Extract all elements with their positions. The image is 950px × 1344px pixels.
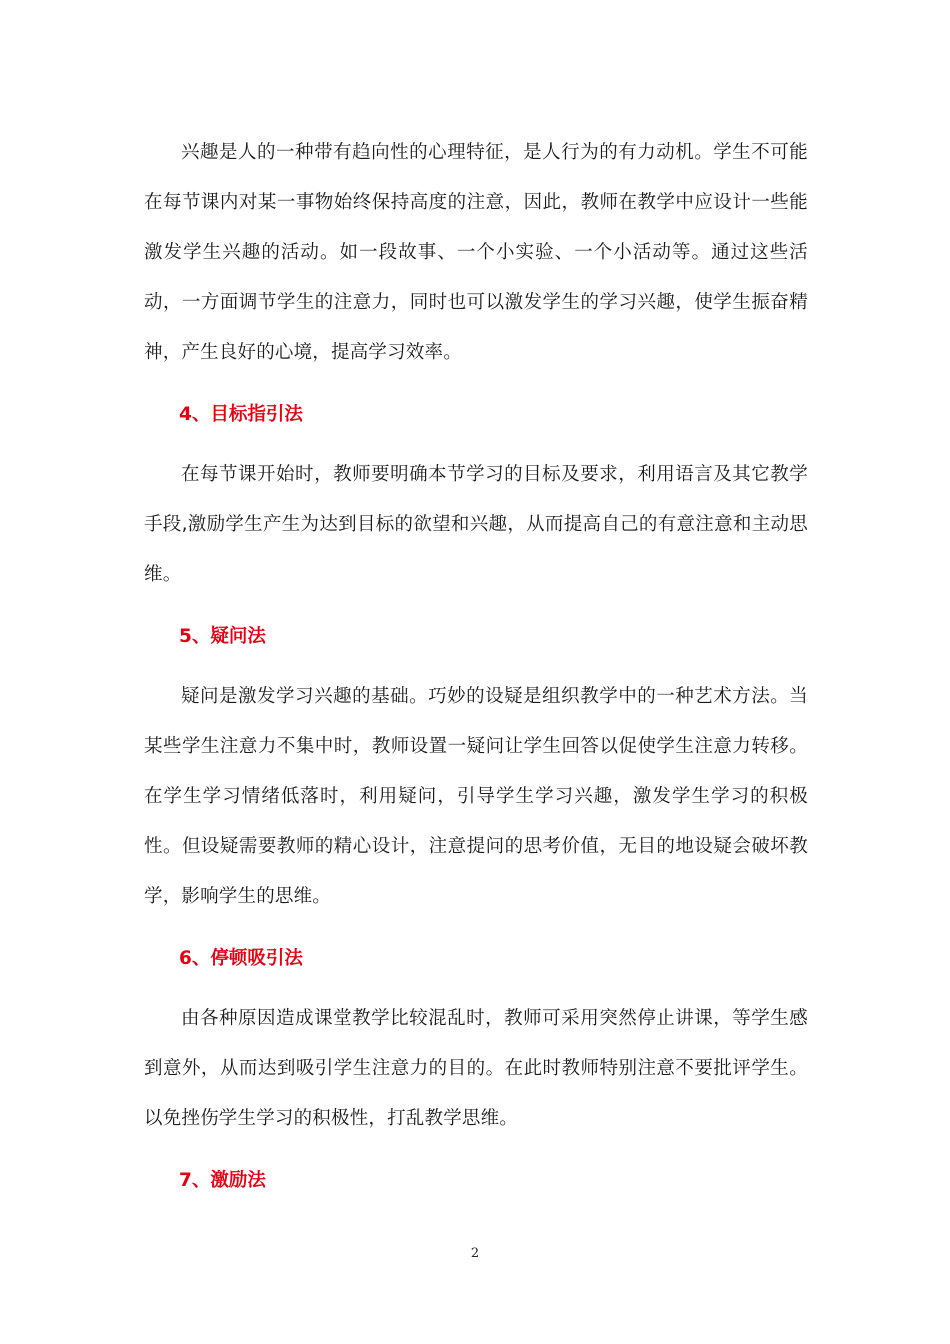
heading-questioning: 5、疑问法	[179, 626, 266, 647]
spacer	[144, 1144, 808, 1156]
heading-goal-guidance: 4、目标指引法	[179, 404, 303, 425]
paragraph-goal-guidance: 在每节课开始时，教师要明确本节学习的目标及要求，利用语言及其它教学手段,激励学生产生为达到目标的欲望和兴趣，从而提高自己的有意注意和主动思维。	[144, 464, 808, 585]
spacer	[144, 440, 808, 450]
spacer	[144, 600, 808, 612]
paragraph-questioning: 疑问是激发学习兴趣的基础。巧妙的设疑是组织教学中的一种艺术方法。当某些学生注意力不集中时，教师设置一疑问让学生回答以促使学生注意力转移。在学生学习情绪低落时，利用疑问，引导学生学习兴趣，激发学生学习的积极性。但设疑需要教师的精心设计，注意提问的思考价值，无目的地设疑会破坏教学，影响学生的思维。	[144, 686, 808, 907]
paragraph-pause-attraction: 由各种原因造成课堂教学比较混乱时，教师可采用突然停止讲课，等学生感到意外，从而达到吸引学生注意力的目的。在此时教师特别注意不要批评学生。以免挫伤学生学习的积极性，打乱教学思维。	[144, 1008, 808, 1129]
spacer	[144, 662, 808, 672]
spacer	[144, 922, 808, 934]
heading-encouragement: 7、激励法	[179, 1170, 266, 1191]
document-body	[144, 128, 808, 1206]
spacer	[144, 984, 808, 994]
paragraph-interest: 兴趣是人的一种带有趋向性的心理特征，是人行为的有力动机。学生不可能在每节课内对某一事物始终保持高度的注意，因此，教师在教学中应设计一些能激发学生兴趣的活动。如一段故事、一个小实验、一个小活动等。通过这些活动，一方面调节学生的注意力，同时也可以激发学生的学习兴趣，使学生振奋精神，产生良好的心境，提高学习效率。	[144, 142, 808, 363]
page-number: 2	[470, 1246, 480, 1261]
spacer	[144, 378, 808, 390]
heading-pause-attraction: 6、停顿吸引法	[179, 948, 303, 969]
